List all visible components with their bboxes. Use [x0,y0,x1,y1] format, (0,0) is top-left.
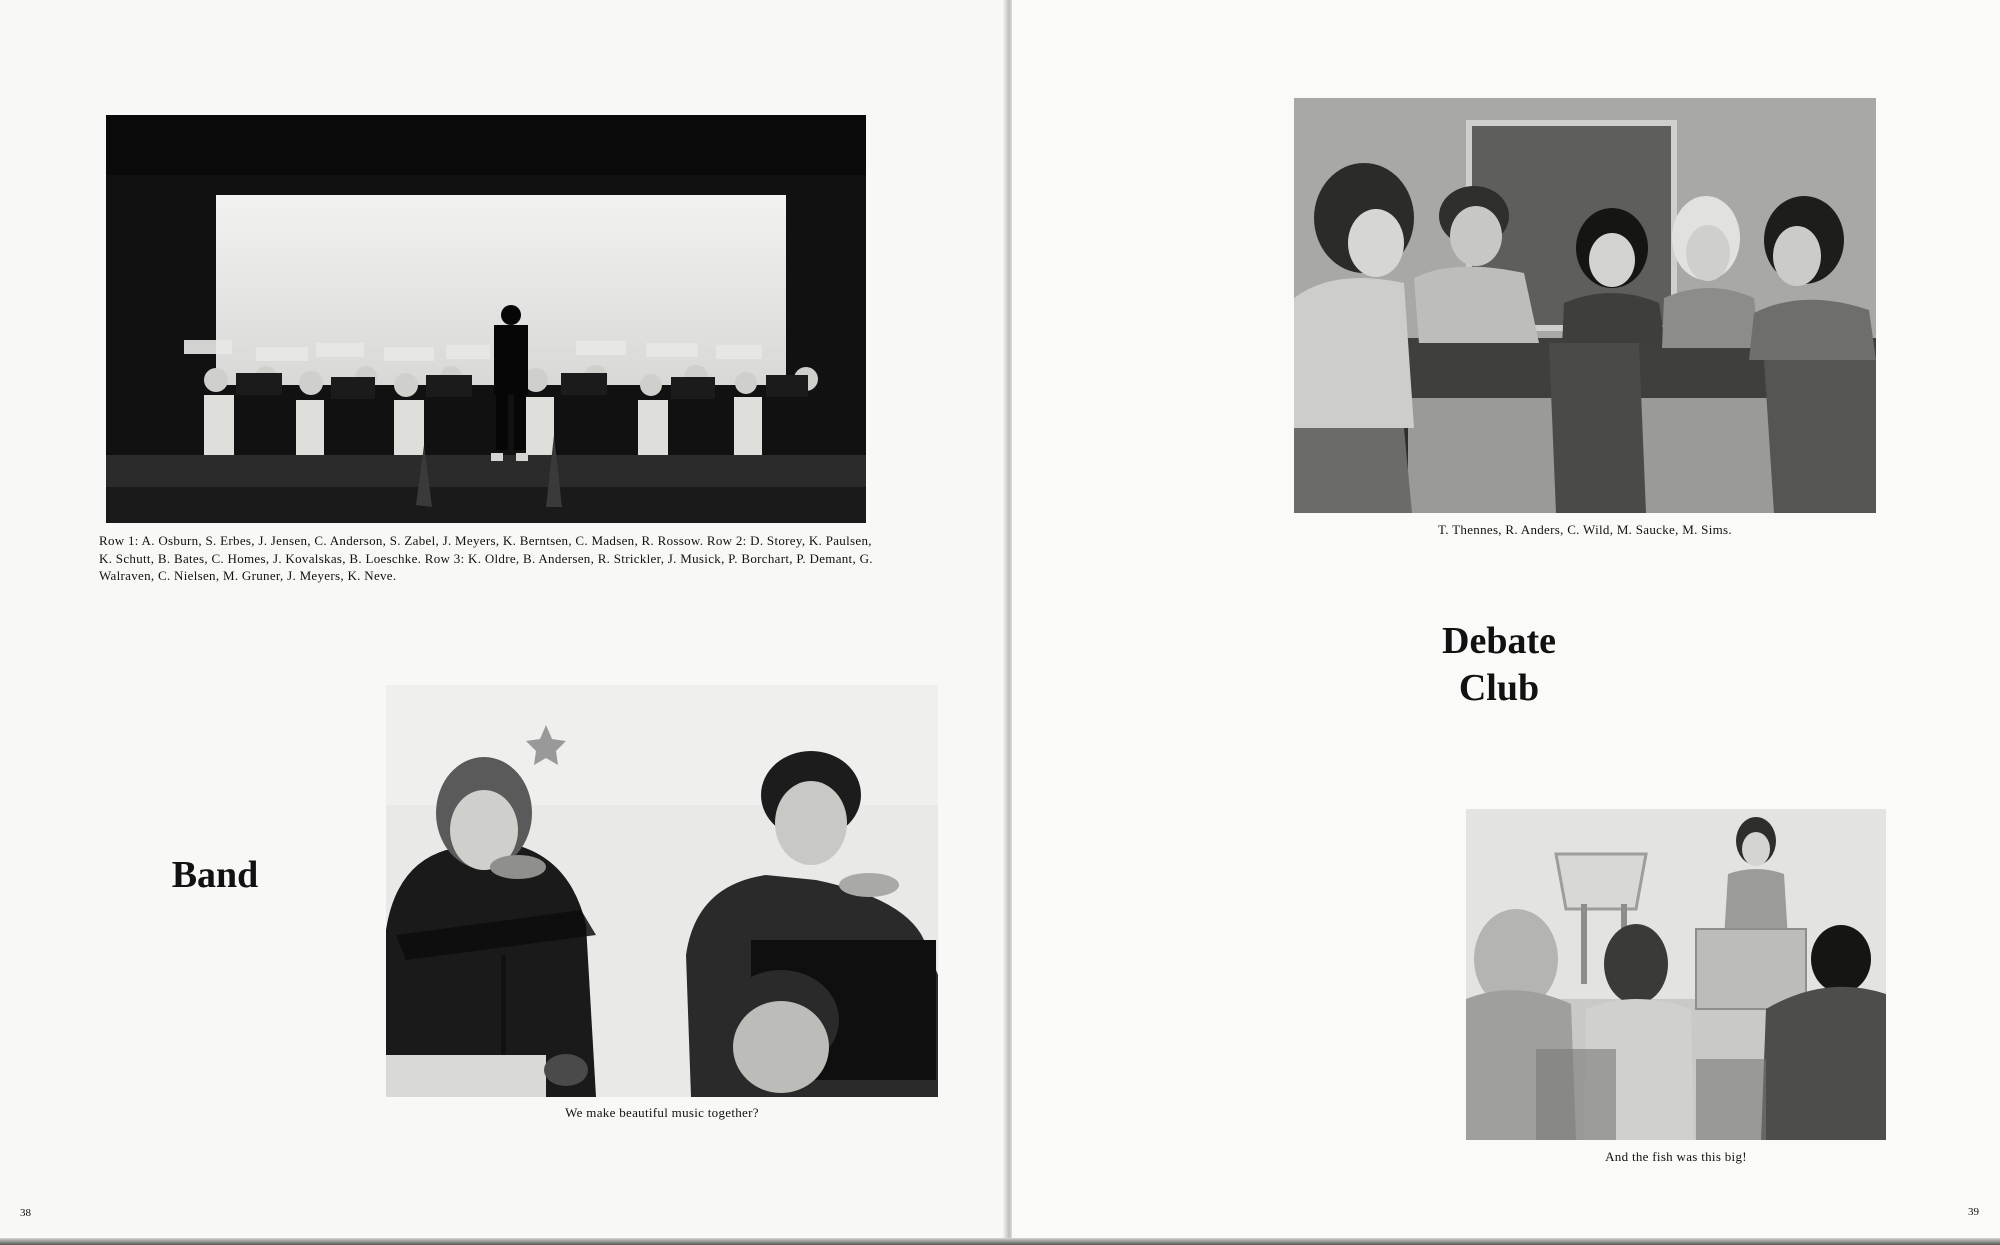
trumpet-players-photo [386,685,938,1097]
speaker-podium-photo [1466,809,1886,1140]
page-number-right: 39 [1968,1206,1979,1218]
band-stage-photo [106,115,866,523]
band-heading: Band [171,854,259,896]
debate-heading-line2: Club [1458,667,1540,709]
debate-photo-caption: T. Thennes, R. Anders, C. Wild, M. Saucke, M. Sims. [1438,522,1732,537]
debate-heading-line1: Debate [1442,620,1556,662]
page-bottom-edge [0,1238,2000,1245]
band-photo-caption: Row 1: A. Osburn, S. Erbes, J. Jensen, C. Anderson, S. Zabel, J. Meyers, K. Berntsen, C. Madsen, R. Rossow. Row 2: D. Storey, K. Paulsen, K. Schutt, B. Bates, C. Homes, J. Kovalskas, B. Loeschke. Row 3: K. Oldre, B. Andersen, R. Strickler, J. Musick, P. Borchart, P. Demant, G. Walraven, C. Nielsen, M. Gruner, J. Meyers, K. Neve. [99,533,873,583]
speaker-photo-caption: And the fish was this big! [1605,1149,1747,1164]
right-page [1012,0,2000,1245]
page-number-left: 38 [20,1207,31,1219]
trumpet-photo-caption: We make beautiful music together? [565,1105,759,1120]
debate-table-photo [1294,98,1876,513]
debate-club-heading [1409,618,1589,712]
